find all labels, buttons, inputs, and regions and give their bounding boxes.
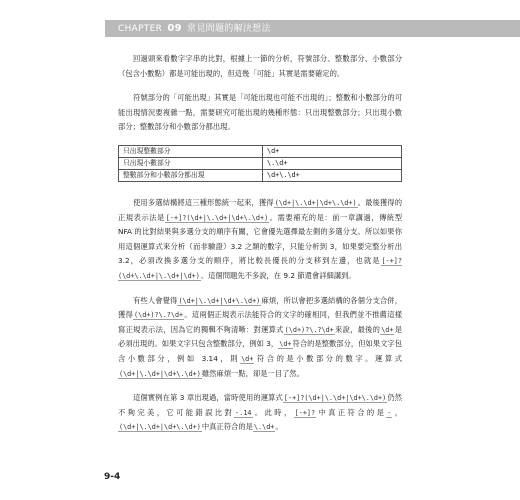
regex-code: (\d+)?\.?\d+: [284, 325, 334, 334]
regex-code: (\d+|\.\d+|\d+\.\d+): [119, 369, 201, 378]
text-run: ，: [392, 407, 403, 417]
chapter-number: 09: [167, 23, 182, 34]
table-cell-label: 只出現小數部分: [119, 157, 263, 169]
regex-code: [-+]?(\d+|\.\d+|\d+\.\d+): [283, 394, 387, 403]
table-row: [119, 145, 402, 157]
table-cell-label: 只出現整數部分: [119, 145, 263, 157]
text-run: 雖然麻煩一點，卻是一目了然。: [201, 368, 304, 378]
regex-code: \d+: [241, 354, 254, 363]
text-run: 。: [275, 422, 283, 432]
paragraph-5: [118, 391, 402, 435]
text-run: 中真正符合的是: [316, 407, 387, 417]
regex-code: [-+]?(\d+\.\d+|\.\d+|\d+): [118, 257, 402, 280]
pattern-table: [118, 145, 402, 182]
table-cell-pattern: \d+: [263, 145, 402, 157]
table-row: [119, 169, 402, 181]
regex-code: (\d+|\.\d+|\d+\.\d+): [178, 296, 261, 305]
regex-code: -: [387, 408, 392, 417]
page-number: 9-4: [104, 472, 121, 482]
text-run: 麻煩，所以會把多選結構的各個分支合併，獲得: [118, 295, 402, 320]
text-run: 中真正符合的是: [201, 422, 253, 432]
regex-code: [-+]?: [294, 408, 316, 417]
text-run: 是必須出現的。如果文字只包含整數部分，例如 3，: [118, 324, 403, 349]
table-row: [119, 157, 402, 169]
chapter-header: [118, 21, 271, 34]
regex-code: \d+: [279, 340, 292, 349]
regex-code: (\d+)?\.?\d+: [134, 311, 184, 320]
regex-code: -.14: [235, 408, 252, 417]
table-cell-pattern: \.\d+: [263, 157, 402, 169]
paragraph-2: 符號部分的「可能出現」其實是「可能出現也可能不出現的」；整數和小數部分的可能出現情況要複雜一點，需要研究可能出現的幾種形態：只出現整數部分；只出現小數部分；整數部分和小數部分都出現。: [118, 93, 402, 132]
chapter-label: CHAPTER: [118, 24, 163, 34]
regex-code: \d+: [381, 325, 394, 334]
regex-code: [-+]?(\d+|\.\d+|\d+\.\d+): [165, 213, 269, 222]
text-run: 仍然不夠完美，它可能錯誤比對: [118, 393, 403, 417]
text-run: 。這個問題先不多說，在 9.2 節還會詳細講到。: [200, 270, 356, 280]
text-run: 使用多選結構將這三種形態統一起來，獲得: [133, 197, 274, 207]
paragraph-4: [118, 294, 402, 382]
page-body: [118, 52, 402, 445]
regex-code: (\d+|\.\d+|\d+\.\d+): [274, 198, 357, 207]
text-run: 。這兩個正規表示法能符合的文字的確相同，但我們並不推薦這樣寫正規表示法，因為它的獨輯不夠清晰：對運算式: [118, 310, 403, 334]
table-cell-pattern: \d+\.\d+: [263, 169, 402, 181]
chapter-title: 常見問題的解決想法: [187, 24, 271, 34]
table-cell-label: 整數部分和小數部分都出現: [119, 169, 263, 181]
regex-code: \.\d+: [253, 423, 275, 432]
text-run: 來說，最後的: [334, 324, 381, 334]
text-run: 這個實例在第 3 章出現過，當時使用的運算式: [133, 393, 283, 403]
text-run: 。此時，: [252, 407, 294, 417]
regex-code: (\d+|\.\d+|\d+\.\d+): [119, 423, 201, 432]
text-run: 符合的是小數部分的數字。運算式: [254, 353, 402, 363]
text-run: 。需要補充的是：前一章講過，傳統型 NFA 的比對結果與多選分支的順序有關，它會優先選擇最左側的多選分支。所以如果你用這個運算式來分析（而非驗證）3.2 之類的數字，只能分析到 3，如果要完整分析出 3.2，必須改換多選分支的順序，將比較長優長的分支移到左邊，也就是: [118, 212, 402, 266]
paragraph-3: [118, 196, 402, 284]
text-run: 有些人會覺得: [133, 295, 178, 305]
text-run: 符合的是整數部分，但如果文字包含小數部分，例如 3.14，則: [118, 339, 402, 363]
text-run: 。最後獲得的正規表示法是: [118, 197, 402, 222]
paragraph-1: 回過頭來看數字字串的比對，根據上一節的分析，符號部分、整數部分、小數部分（包含小數點）都是可能出現的，但這幾「可能」其實是需要確定的。: [118, 54, 402, 78]
